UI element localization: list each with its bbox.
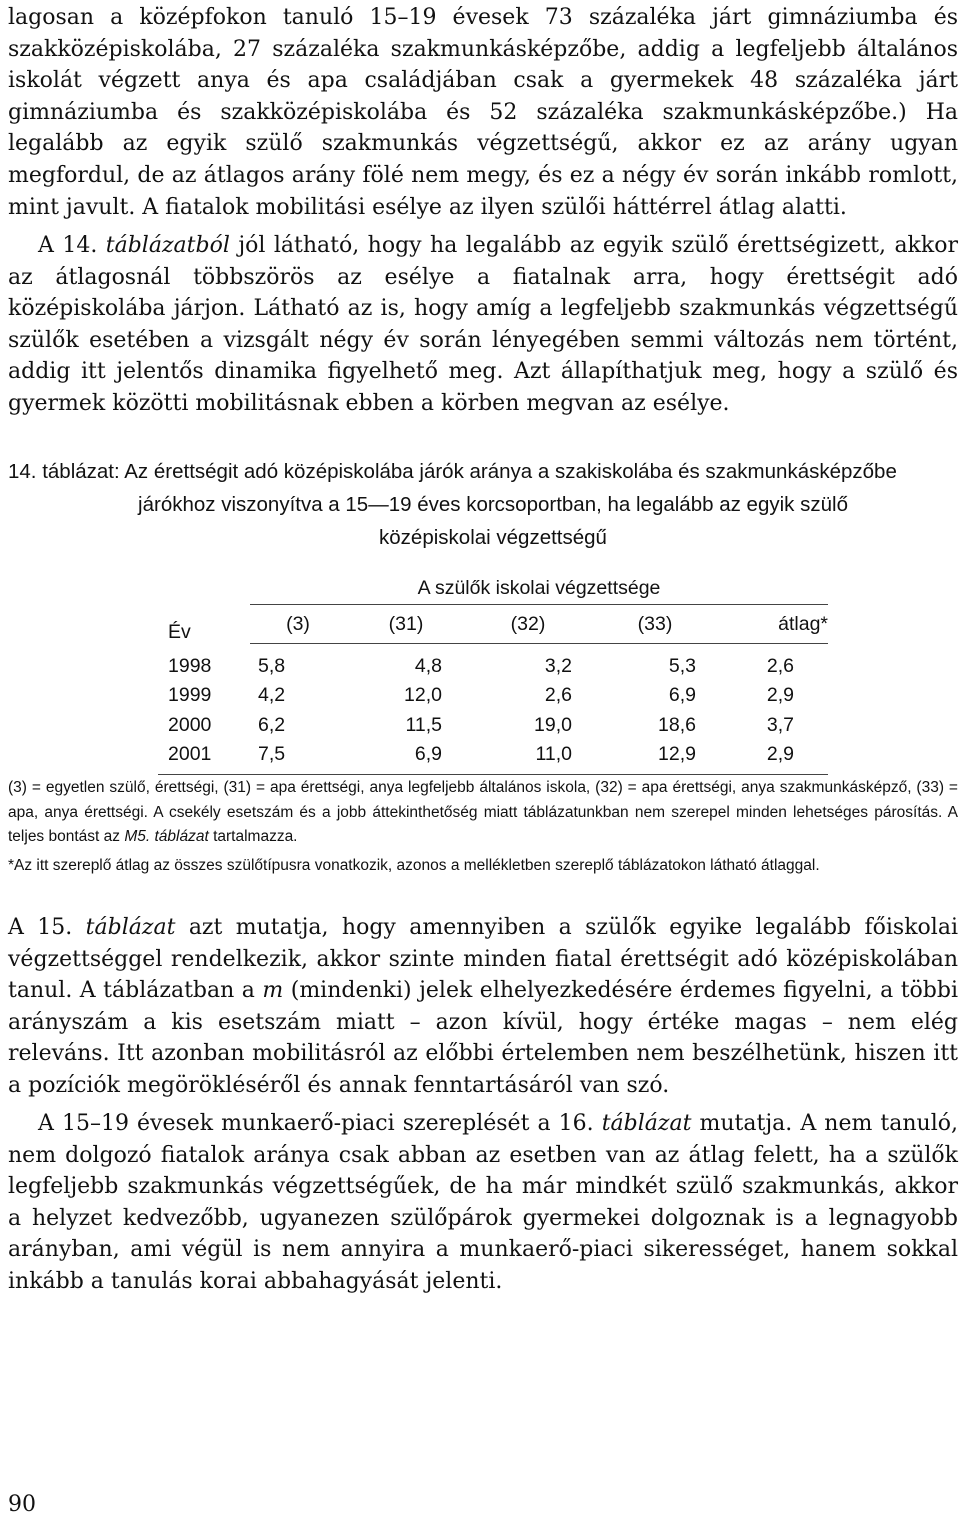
column-header: (32) bbox=[466, 605, 590, 644]
paragraph-2-text-b: jól látható, hogy ha legalább az egyik szülő érettségizett, akkor az átlagosnál többszörös az esélye a fiatalnak arra, hogy érettségit adó középiskolába járjon. Látható az is, hogy amíg a legfeljebb szakmunkás végzettségű szülők esetében a vizsgált négy év során lényegében semmi változás nem történt, addig itt jelentős dinamika figyelhető meg. Azt állapíthatjuk meg, hogy a szülő és gyermek közötti mobilitásnak ebben a körben megvan az esélye. bbox=[8, 233, 958, 416]
column-header: (33) bbox=[590, 605, 720, 644]
row-year: 2001 bbox=[158, 740, 250, 774]
paragraph-4-text-a: A 15–19 évesek munkaerő-piaci szereplését a 16. bbox=[38, 1111, 602, 1136]
table-cell: 3,7 bbox=[766, 713, 794, 736]
table-caption-line-1: 14. táblázat: Az érettségit adó középiskolába járók aránya a szakiskolába és szakmunkásképzőbe bbox=[8, 460, 897, 483]
table-caption bbox=[8, 455, 958, 554]
table-cell: 2,6 bbox=[544, 684, 572, 707]
table-note-2: *Az itt szereplő átlag az összes szülőtípusra vonatkozik, azonos a mellékletben szereplő táblázatokon látható átlaggal. bbox=[8, 856, 820, 874]
paragraph-3 bbox=[8, 912, 958, 1102]
paragraph-2 bbox=[8, 230, 958, 420]
table-row bbox=[158, 711, 828, 741]
note-1-text-a: (3) = egyetlen szülő, érettségi, (31) = apa érettségi, anya legfeljebb általános iskola, (32) = apa érettségi, anya szakmunkásképző, (33) = apa, anya érettségi. A csekély esetszám és a jobb áttekinthetőség miatt táblázatunkban nem szerepel minden lehetséges párosítás. A teljes bontást az bbox=[8, 779, 958, 845]
table-cell: 7,5 bbox=[250, 740, 346, 774]
row-year: 1998 bbox=[168, 654, 212, 677]
paragraph-4 bbox=[8, 1108, 958, 1298]
table-row bbox=[158, 644, 828, 682]
paragraph-2-table-ref: táblázatból bbox=[105, 233, 230, 258]
page-number: 90 bbox=[8, 1492, 36, 1517]
column-header: (31) bbox=[346, 605, 466, 644]
year-header: Év bbox=[168, 620, 191, 643]
table-cell: 12,9 bbox=[590, 740, 720, 774]
paragraph-4-table-ref: táblázat bbox=[601, 1111, 692, 1136]
table-cell: 6,2 bbox=[258, 713, 286, 736]
row-year: 2000 bbox=[168, 713, 212, 736]
table-row bbox=[158, 681, 828, 711]
table-cell: 2,6 bbox=[766, 655, 794, 677]
note-1-text-b: tartalmazza. bbox=[208, 828, 298, 845]
table-row bbox=[158, 740, 828, 774]
paragraph-4-text-b: mutatja. A nem tanuló, nem dolgozó fiatalok aránya csak abban az esetben van az átlag felett, ha a szülők legfeljebb szakmunkás végzettségűek, de ha már mindkét szülő szakmunkás, akkor a helyzet kedvezőbb, ugyanezen szülőpárok gyermekei dolgoznak is a legnagyobb arányban, ami végül is nem annyira a munkaerő-piaci sikerességet, hanem sokkal inkább a tanulás korai abbahagyását jelenti. bbox=[8, 1111, 958, 1294]
table-cell: 18,6 bbox=[658, 713, 696, 736]
table-note-1 bbox=[8, 779, 958, 845]
table-caption-line-3: középiskolai végzettségű bbox=[379, 526, 607, 549]
table-caption-line-2: járókhoz viszonyítva a 15—19 éves korcsoportban, ha legalább az egyik szülő bbox=[138, 493, 848, 516]
table-cell: 11,5 bbox=[405, 713, 442, 736]
paragraph-3-m-symbol: m bbox=[262, 978, 284, 1004]
table-cell: 2,9 bbox=[766, 684, 794, 707]
paragraph-3-text-a: A 15. bbox=[8, 915, 86, 940]
table-cell: 3,2 bbox=[544, 655, 572, 677]
paragraph-1: lagosan a középfokon tanuló 15–19 évesek 73 százaléka járt gimnáziumba és szakközépiskolába, 27 százaléka szakmunkásképzőbe, addig a legfeljebb általános iskolát végzett anya és apa családjában csak a gyermekek 48 százaléka járt gimnáziumba és szakközépiskolába és 52 százaléka szakmunkásképzőbe.) Ha legalább az egyik szülő szakmunkás végzettségű, akkor ez az arány ugyan megfordul, de az átlagos arány fölé nem megy, és ez a négy év során inkább romlott, mint javult. A fiatalok mobilitási esélye az ilyen szülői háttérrel átlag alatti. bbox=[8, 5, 958, 220]
note-1-table-ref: M5. táblázat bbox=[124, 828, 209, 845]
paragraph-2-text-a: A 14. bbox=[38, 233, 106, 258]
table-cell: 5,3 bbox=[668, 655, 696, 677]
column-header: átlag* bbox=[720, 605, 828, 644]
row-year: 1999 bbox=[168, 684, 212, 707]
table-cell: 5,8 bbox=[258, 655, 286, 677]
table-notes bbox=[8, 776, 958, 878]
group-header: A szülők iskolai végzettsége bbox=[250, 566, 828, 605]
paragraph-3-table-ref: táblázat bbox=[85, 915, 176, 940]
table-cell: 4,2 bbox=[258, 684, 286, 707]
table-cell: 2,9 bbox=[720, 740, 828, 774]
paragraph-3-text-b: azt mutatja, hogy amennyiben a szülők egyike legalább főiskolai végzettséggel rendelkezik, akkor szinte minden fiatal érettségit adó középiskolában tanul. A táblázatban a bbox=[8, 915, 958, 1004]
column-header: (3) bbox=[250, 605, 346, 644]
data-table bbox=[158, 566, 828, 775]
paragraph-3-text-c: (mindenki) jelek elhelyezkedésére érdemes figyelni, a többi arányszám a kis esetszám miatt – azon kívül, hogy értéke magas – nem elég releváns. Itt azonban mobilitásról az előbbi értelemben nem beszélhetünk, hiszen itt a pozíciók megörökléséről és annak fenntartásáról van szó. bbox=[8, 978, 958, 1098]
table-cell: 19,0 bbox=[534, 713, 572, 736]
table-cell: 6,9 bbox=[346, 740, 466, 774]
table-cell: 11,0 bbox=[466, 740, 590, 774]
table-cell: 6,9 bbox=[668, 684, 696, 707]
table-cell: 4,8 bbox=[414, 655, 442, 677]
table-cell: 12,0 bbox=[404, 684, 442, 707]
